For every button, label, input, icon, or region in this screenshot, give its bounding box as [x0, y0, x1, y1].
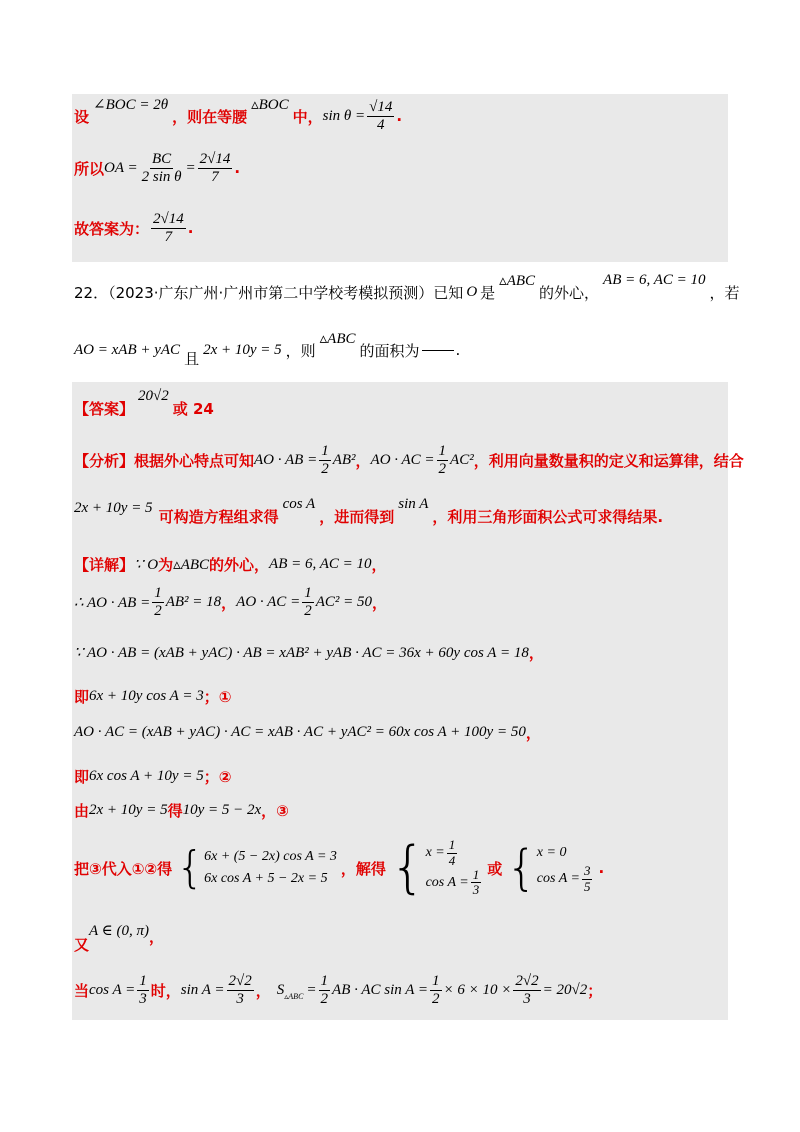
text: 的外心， [209, 555, 270, 574]
text: 为 [158, 555, 174, 574]
text: ，若 [709, 283, 740, 302]
text: ； [587, 981, 603, 1000]
text: 即 [74, 687, 90, 706]
math: × 6 × 10 × [443, 981, 512, 998]
math: ▵ABC [499, 272, 536, 289]
math: AO = xAB + yAC [74, 341, 181, 358]
math: AO · AC = [370, 451, 435, 468]
text: 即 [74, 767, 90, 786]
text: 得 [167, 801, 183, 820]
fraction: $\frac{2√14}{7}$ [199, 151, 231, 185]
text: ， [221, 593, 237, 612]
math: = [306, 981, 317, 998]
text: . [234, 159, 241, 177]
text: 且 [184, 349, 200, 368]
math: OA = [104, 159, 138, 176]
text: . [598, 859, 605, 877]
box1-line-2 [74, 148, 240, 188]
fraction: $\frac{2√2}{3}$ [515, 973, 539, 1007]
analysis-line-1 [74, 440, 744, 480]
fraction: $\frac{1}{2}$ [304, 585, 312, 619]
math: AB · AC sin A = [332, 981, 429, 998]
detail-line-1 [74, 548, 387, 580]
text: 设 [74, 107, 90, 126]
answer-label: 【答案】 [74, 399, 135, 418]
text: ， [528, 643, 544, 662]
text: 的外心， [539, 283, 600, 302]
math: AB² = 18 [165, 593, 222, 610]
math: ∴ AO · AB = [74, 594, 151, 611]
math: sin A [398, 495, 429, 512]
text: 可构造方程组求得 [158, 507, 279, 526]
analysis-line-2 [74, 496, 663, 536]
fraction: $\frac{1}{3}$ [139, 973, 147, 1007]
math: AC² [450, 451, 474, 468]
math: O [466, 283, 478, 300]
math: AO · AB = [254, 451, 318, 468]
box1-line-3 [74, 204, 193, 252]
text: ，解得 [340, 859, 386, 878]
math: 2x + 10y = 5 [74, 499, 153, 516]
math: cos A = [89, 981, 136, 998]
math: A ∈ (0, π) [89, 922, 150, 939]
fraction: $\frac{1}{2}$ [432, 973, 440, 1007]
text: ， [525, 723, 541, 742]
detail-line-4 [74, 680, 231, 712]
math: 2x + 10y = 5 [89, 801, 168, 818]
math: 20√2 [138, 387, 169, 404]
math: 6x cos A + 10y = 5 [89, 767, 204, 784]
math: 6x + 10y cos A = 3 [89, 687, 204, 704]
text: ， [371, 593, 387, 612]
text: ，则在等腰 [172, 107, 248, 126]
math: = 20√2 [542, 981, 588, 998]
equation-system: { 6x + (5 − 2x) cos A = 3 6x cos A + 5 − 2x = 5 [176, 842, 337, 893]
text: ，利用向量数量积的定义和运算律，结合 [473, 451, 744, 470]
text: ， [255, 981, 271, 1000]
fraction: $\frac{1}{2}$ [154, 585, 162, 619]
text: 把③代入①②得 [74, 859, 173, 878]
text: . [455, 341, 461, 359]
fraction: $\frac{1}{2}$ [438, 443, 447, 477]
text: 中， [292, 107, 323, 126]
text: 或 [487, 859, 503, 878]
math: AB = 6, AC = 10 [269, 555, 372, 572]
text: 或 24 [172, 399, 214, 418]
answer-blank [422, 350, 454, 351]
text: ；② [203, 767, 232, 786]
analysis-label: 【分析】根据外心特点可知 [74, 451, 255, 470]
text: ，则 [285, 341, 316, 360]
math: AO · AC = [236, 593, 301, 610]
detail-line-10 [74, 968, 602, 1012]
solution-system-2: { x = 0 cos A = $\frac{3}{5}$ [506, 839, 591, 896]
solution-system-1: { x = $\frac{1}{4}$ cos A = $\frac{1}{3}$ [389, 835, 480, 900]
math: ∠BOC = 2θ [93, 96, 169, 113]
math: AO · AC = (xAB + yAC) · AC = xAB · AC + yAC² = 60x cos A + 100y = 50 [74, 723, 526, 740]
text: 时， [150, 981, 181, 1000]
text: 是 [480, 283, 496, 302]
text: 又 [74, 935, 90, 954]
math: AB² [332, 451, 356, 468]
math: ▵ABC [319, 330, 356, 347]
fraction: $\frac{2√2}{3}$ [228, 973, 252, 1007]
detail-line-7 [74, 794, 289, 826]
text: 由 [74, 801, 90, 820]
text: ；① [203, 687, 232, 706]
math: S [276, 981, 285, 998]
answer-line [74, 388, 214, 428]
math-subscript: ▵ABC [284, 991, 304, 1001]
text: 故答案为： [74, 219, 150, 238]
text: ， [355, 451, 371, 470]
detail-line-2 [74, 582, 387, 622]
math: AC² = 50 [315, 593, 372, 610]
question-22-line-1 [74, 272, 740, 312]
text: . [396, 107, 403, 125]
detail-line-6 [74, 760, 231, 792]
text: . [187, 219, 194, 237]
text: 当 [74, 981, 90, 1000]
question-text: 22．（2023·广东广州·广州市第二中学校考模拟预测）已知 [74, 283, 464, 302]
fraction: $\frac{1}{2}$ [321, 443, 329, 477]
detail-line-5 [74, 714, 541, 750]
text: ，进而得到 [319, 507, 395, 526]
math: 10y = 5 − 2x [182, 801, 262, 818]
detail-label: 【详解】 [74, 555, 135, 574]
math: ∵ AO · AB = (xAB + yAC) · AB = xAB² + yAB · AC = 36x + 60y cos A = 18 [74, 644, 529, 661]
math: 2x + 10y = 5 [203, 341, 282, 358]
math: AB = 6, AC = 10 [603, 271, 706, 288]
detail-line-3 [74, 634, 544, 670]
math: = [185, 159, 196, 176]
text: ，③ [261, 801, 289, 820]
box1-line-1 [74, 96, 402, 136]
detail-line-9 [74, 916, 164, 956]
fraction: $\frac{1}{2}$ [320, 973, 329, 1007]
math: sin θ = [322, 107, 366, 124]
question-22-line-2 [74, 330, 460, 370]
text: ， [149, 927, 165, 946]
math: sin A = [180, 981, 225, 998]
text: 的面积为 [359, 341, 420, 360]
math: ▵ABC [173, 556, 210, 573]
text: 所以 [74, 159, 105, 178]
fraction: $\frac{√14}{4}$ [369, 99, 393, 133]
math: ▵BOC [251, 96, 289, 113]
math: ∵ O [134, 556, 159, 573]
math: cos A [282, 495, 316, 512]
fraction: $\frac{BC}{\text{2 sin θ}}$ [141, 151, 182, 185]
text: ， [371, 555, 387, 574]
text: ，利用三角形面积公式可求得结果. [432, 507, 664, 526]
fraction: $\frac{2√14}{7}$ [153, 211, 184, 245]
detail-line-8 [74, 828, 604, 908]
